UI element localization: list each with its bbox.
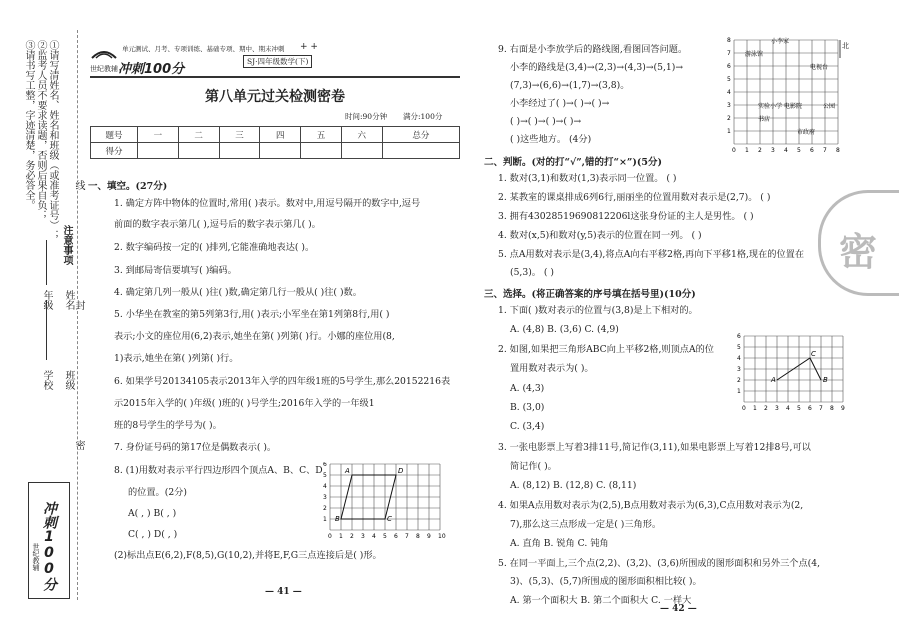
- x-tick-label: 1: [745, 147, 749, 154]
- question-line: ( )→( )→( )→( )→: [510, 116, 582, 127]
- question-line: 3. 一张电影票上写着3排11号,简记作(3,11),如果电影票上写着12排8号,可以: [498, 442, 811, 453]
- seal-label: 封: [73, 300, 84, 310]
- y-tick-label: 6: [727, 63, 731, 70]
- score-cell[interactable]: [219, 143, 260, 159]
- brand-title: 冲刺100分: [118, 62, 185, 77]
- parallelogram-grid: [320, 462, 450, 540]
- y-tick-label: 5: [727, 76, 731, 83]
- score-cell[interactable]: [178, 143, 219, 159]
- y-tick-label: 3: [737, 366, 741, 373]
- page-number-right: — 42 —: [660, 604, 697, 614]
- x-tick-label: 3: [361, 533, 365, 540]
- y-tick-label: 2: [323, 505, 327, 512]
- question-line: 7),那么这三点形成一定是( )三角形。: [510, 519, 662, 530]
- vertex-label: D: [398, 467, 404, 475]
- question-line: 2. 如图,如果把三角形ABC向上平移2格,则顶点A的位: [498, 344, 714, 355]
- question-line: 5. 在同一平面上,三个点(2,2)、(3,2)、(3,6)所围成的图形面积和另外三个点(4,: [498, 558, 820, 569]
- y-tick-label: 4: [323, 483, 327, 490]
- x-tick-label: 4: [372, 533, 376, 540]
- score-cell[interactable]: [382, 143, 459, 159]
- y-tick-label: 5: [737, 344, 741, 351]
- x-tick-label: 1: [339, 533, 343, 540]
- y-tick-label: 7: [727, 50, 731, 57]
- y-tick-label: 5: [323, 472, 327, 479]
- sidebar-divider: [77, 30, 78, 600]
- x-tick-label: 9: [841, 405, 845, 412]
- exam-full-score: 满分:100分: [403, 112, 443, 121]
- question-line: 9. 右面是小李放学后的路线图,看图回答问题。: [498, 44, 688, 55]
- map-place-label: 电视台: [810, 64, 829, 71]
- sidebar: [0, 0, 84, 618]
- notice-title: 注意事项: [61, 225, 72, 265]
- map-place-label: 市政府: [797, 129, 816, 136]
- triangle-grid: [734, 330, 854, 412]
- question-line: 表示;小文的座位用(6,2)表示,她坐在第( )列第( )行。小娜的座位用(8,: [114, 331, 395, 342]
- field-school: 学校: [41, 370, 52, 390]
- y-tick-label: 1: [727, 128, 731, 135]
- x-tick-label: 5: [797, 147, 801, 154]
- x-tick-label: 8: [416, 533, 420, 540]
- question-line: 1)表示,她坐在第( )列第( )行。: [114, 353, 239, 364]
- x-tick-label: 5: [797, 405, 801, 412]
- question-line: 简记作( )。: [510, 461, 557, 472]
- x-tick-label: 2: [764, 405, 768, 412]
- question-line: 3)、(5,3)、(5,7)所围成的图形面积相比较( )。: [510, 576, 702, 587]
- question-line: 置用数对表示为( )。: [510, 363, 594, 374]
- section-fill-in: 一、填空。(27分): [88, 181, 168, 192]
- x-tick-label: 7: [405, 533, 409, 540]
- field-name: 姓名: [63, 290, 74, 310]
- stamp-text: 密: [839, 229, 878, 274]
- question-line: A. 直角 B. 锐角 C. 钝角: [510, 538, 609, 549]
- notice-2: ②监考人员不要求读题，否则后果自负；: [35, 40, 46, 220]
- map-place-label: 游泳馆: [745, 51, 764, 58]
- question-line: 示2015年入学的( )年级( )班的( )号学生;2016年入学的一年级1: [114, 398, 375, 409]
- logo: [90, 42, 118, 66]
- x-tick-label: 10: [438, 533, 446, 540]
- y-tick-label: 6: [323, 462, 327, 468]
- x-tick-label: 9: [427, 533, 431, 540]
- score-row: [91, 143, 460, 159]
- score-table: [90, 126, 460, 159]
- x-tick-label: 3: [775, 405, 779, 412]
- vertex-label: C: [387, 515, 392, 523]
- question-line: 小李经过了( )→( )→( )→: [510, 98, 610, 109]
- sidebar-logo-sub: 世纪教辅: [32, 543, 40, 571]
- y-tick-label: 6: [737, 333, 741, 340]
- question-line: 7. 身份证号码的第17位是偶数表示( )。: [114, 442, 277, 453]
- score-header-row: [91, 127, 460, 143]
- x-tick-label: 6: [808, 405, 812, 412]
- map-place-label: 小李家: [771, 38, 790, 45]
- score-header-cell: 五: [301, 127, 342, 143]
- question-line: A. 第一个面积大 B. 第二个面积大 C. 一样大: [510, 595, 692, 606]
- dense-label: 密: [73, 440, 84, 450]
- map-place-label: 公园: [823, 103, 836, 110]
- plus-decoration-icon: + +: [300, 42, 318, 52]
- header-tagline: 单元测试、月考、专项训练、基础专项、期中、期末冲刺: [122, 45, 285, 53]
- question-line: A. (4,8) B. (3,6) C. (4,9): [510, 324, 619, 335]
- question-line: ( )这些地方。 (4分): [510, 134, 592, 145]
- question-line: C. (3,4): [510, 421, 545, 432]
- x-tick-label: 6: [394, 533, 398, 540]
- exam-time: 时间:90分钟: [345, 112, 388, 121]
- x-tick-label: 4: [784, 147, 788, 154]
- x-tick-label: 8: [836, 147, 840, 154]
- x-tick-label: 6: [810, 147, 814, 154]
- score-header-cell: 总分: [382, 127, 459, 143]
- question-line: B. (3,0): [510, 402, 545, 413]
- grade-tag: SJ·四年级数学(下): [243, 55, 312, 68]
- north-label: 北: [842, 42, 849, 50]
- x-tick-label: 7: [819, 405, 823, 412]
- question-line: 的位置。(2分): [128, 487, 187, 498]
- logo-sub: 世纪教辅: [90, 65, 118, 73]
- field-grade-line: [46, 240, 47, 285]
- score-header-cell: 三: [219, 127, 260, 143]
- exam-title: 第八单元过关检测密卷: [205, 89, 345, 105]
- x-tick-label: 3: [771, 147, 775, 154]
- header-rule: [90, 76, 460, 78]
- score-row-label: 得分: [91, 143, 138, 159]
- question-line: 2. 数字编码按一定的( )排列,它能准确地表达( )。: [114, 242, 315, 253]
- score-cell[interactable]: [138, 143, 179, 159]
- score-cell[interactable]: [301, 143, 342, 159]
- vertex-label: B: [823, 376, 828, 384]
- map-place-label: 电影院: [784, 103, 803, 110]
- question-line: (2)标出点E(6,2),F(8,5),G(10,2),并将E,F,G三点连接后是( )形。: [114, 550, 382, 561]
- question-line: A( , ) B( , ): [128, 508, 177, 519]
- x-tick-label: 0: [742, 405, 746, 412]
- y-tick-label: 3: [727, 102, 731, 109]
- question-line: 3. 拥有43028519690812206l这张身份证的主人是男性。 ( ): [498, 211, 754, 222]
- map-place-label: 实验小学: [758, 103, 783, 110]
- y-tick-label: 2: [737, 377, 741, 384]
- x-tick-label: 4: [786, 405, 790, 412]
- question-line: 4. 如果A点用数对表示为(2,5),B点用数对表示为(6,3),C点用数对表示为(2,: [498, 500, 804, 511]
- vertex-label: B: [335, 515, 340, 523]
- x-tick-label: 2: [350, 533, 354, 540]
- y-tick-label: 8: [727, 37, 731, 44]
- section-choice: 三、选择。(将正确答案的序号填在括号里)(10分): [484, 289, 696, 300]
- x-tick-label: 2: [758, 147, 762, 154]
- question-line: 4. 确定第几列一般从( )往( )数,确定第几行一般从( )往( )数。: [114, 287, 362, 298]
- question-line: (7,3)→(6,6)→(1,7)→(3,8)。: [510, 80, 630, 91]
- field-grade: 年级: [41, 290, 52, 310]
- question-line: 2. 某教室的课桌排成6列6行,丽丽坐的位置用数对表示是(2,7)。 ( ): [498, 192, 771, 203]
- question-line: 班的8号学生的学号为( )。: [114, 420, 222, 431]
- y-tick-label: 2: [727, 115, 731, 122]
- x-tick-label: 0: [328, 533, 332, 540]
- question-line: C( , ) D( , ): [128, 529, 178, 540]
- x-tick-label: 0: [732, 147, 736, 154]
- page-number-left: — 41 —: [265, 587, 302, 597]
- y-tick-label: 1: [737, 388, 741, 395]
- question-line: 1. 确定方阵中物体的位置时,常用( )表示。数对中,用逗号隔开的数字中,逗号: [114, 198, 421, 209]
- confidential-stamp: [818, 190, 899, 296]
- notice-1: ①请写清姓名、姓名和班级（或准考证号）；: [47, 40, 58, 240]
- vertex-label: C: [811, 350, 816, 358]
- route-map-grid: [724, 36, 854, 156]
- question-line: 5. 点A用数对表示是(3,4),将点A向右平移2格,再向下平移1格,现在的位置在: [498, 249, 805, 260]
- question-line: (5,3)。 ( ): [510, 267, 554, 278]
- vertex-label: A: [345, 467, 350, 475]
- score-header-cell: 二: [178, 127, 219, 143]
- x-tick-label: 5: [383, 533, 387, 540]
- sidebar-brand-box: [28, 482, 70, 599]
- score-header-cell: 六: [341, 127, 382, 143]
- x-tick-label: 7: [823, 147, 827, 154]
- score-header-cell: 一: [138, 127, 179, 143]
- score-cell[interactable]: [260, 143, 301, 159]
- y-tick-label: 4: [727, 89, 731, 96]
- book-logo-icon: [90, 42, 118, 62]
- y-tick-label: 4: [737, 355, 741, 362]
- question-line: A. (8,12) B. (12,8) C. (8,11): [510, 480, 637, 491]
- sidebar-brand: 冲刺100分: [41, 501, 57, 591]
- notice-3: ③请书写工整，字迹清楚，务必答全。: [23, 40, 34, 210]
- question-line: 1. 数对(3,1)和数对(1,3)表示同一位置。 ( ): [498, 173, 677, 184]
- x-tick-label: 1: [753, 405, 757, 412]
- score-header-cell: 四: [260, 127, 301, 143]
- section-judge: 二、判断。(对的打“√”,错的打“×”)(5分): [484, 157, 662, 168]
- question-line: 1. 下面( )数对表示的位置与(3,8)是上下相对的。: [498, 305, 698, 316]
- question-line: 8. (1)用数对表示平行四边形四个顶点A、B、C、D: [114, 465, 323, 476]
- question-line: 前面的数字表示第几( ),逗号后的数字表示第几( )。: [114, 219, 321, 230]
- question-line: A. (4,3): [510, 383, 545, 394]
- map-place-label: 书店: [758, 116, 771, 123]
- score-header-cell: 题号: [91, 127, 138, 143]
- y-tick-label: 3: [323, 494, 327, 501]
- x-tick-label: 8: [830, 405, 834, 412]
- score-cell[interactable]: [341, 143, 382, 159]
- question-line: 小李的路线是(3,4)→(2,3)→(4,3)→(5,1)→: [510, 62, 684, 73]
- y-tick-label: 1: [323, 516, 327, 523]
- line-label: 线: [73, 180, 84, 190]
- question-line: 5. 小华坐在教室的第5列第3行,用( )表示;小军坐在第1列第8行,用( ): [114, 309, 390, 320]
- question-line: 4. 数对(x,5)和数对(y,5)表示的位置在同一列。 ( ): [498, 230, 702, 241]
- vertex-label: A: [771, 376, 776, 384]
- field-class: 班级: [63, 370, 74, 390]
- question-line: 3. 到邮局寄信要填写( )编码。: [114, 265, 237, 276]
- question-line: 6. 如果学号20134105表示2013年入学的四年级1班的5号学生,那么20152216表: [114, 376, 451, 387]
